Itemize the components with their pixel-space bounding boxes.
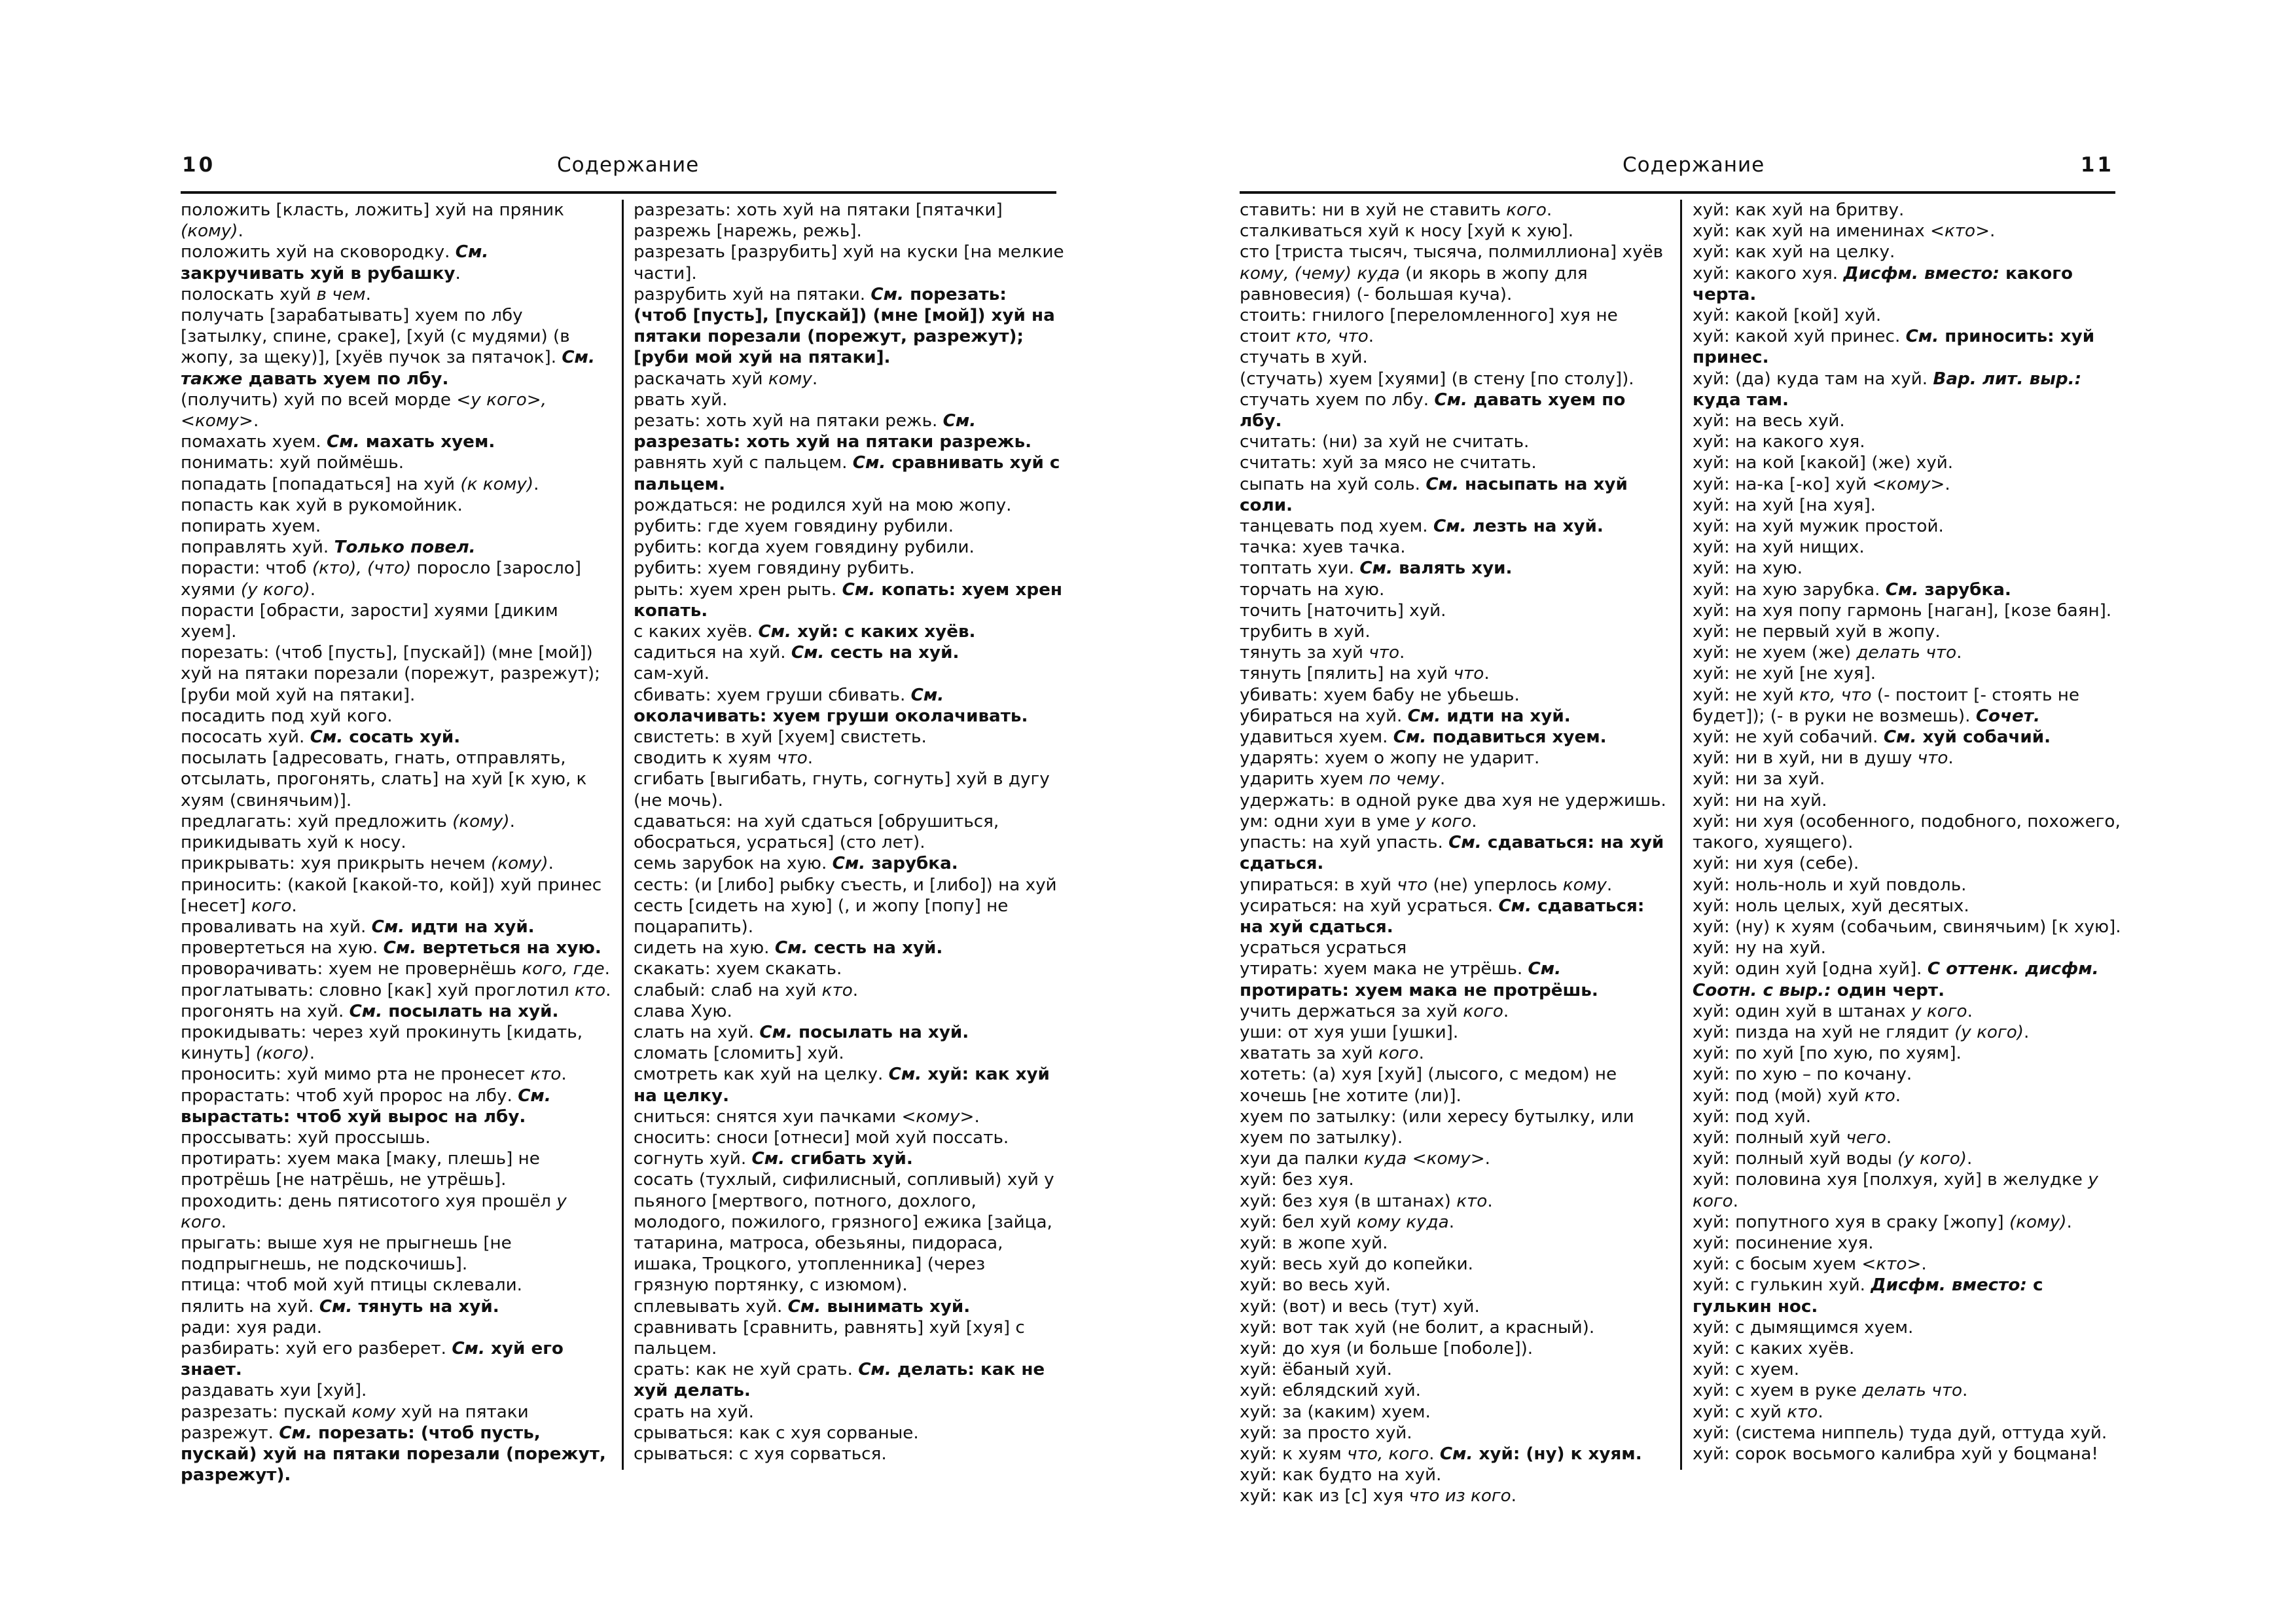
running-title: Содержание [1623, 153, 1765, 177]
dictionary-entry: сосать (тухлый, сифилисный, сопливый) хуй у пьяного [мертвого, потного, дохлого, молодого, пожилого, грязного] ежика [зайца, татарина, матроса, обезьяны, пидораса, ишака, Троцкого, утопленника] (через грязную портянку, с изюмом). [634, 1170, 1054, 1296]
dictionary-entry: слава Хую. [634, 1001, 732, 1021]
dictionary-entry: прорастать: чтоб хуй пророс на лбу. См. вырастать: чтоб хуй вырос на лбу. [181, 1085, 551, 1127]
dictionary-entry: тянуть за хуй что. [1240, 643, 1405, 663]
dictionary-entry: хуй: не хуй [не хуя]. [1693, 664, 1876, 684]
dictionary-entry: сам-хуй. [634, 664, 709, 684]
dictionary-entry: помахать хуем. См. махать хуем. [181, 432, 495, 452]
dictionary-entry: сыпать на хуй соль. См. насыпать на хуй соли. [1240, 474, 1628, 515]
dictionary-entry: проходить: день пятисотого хуя прошёл у кого. [181, 1191, 567, 1232]
dictionary-entry: учить держаться за хуй кого. [1240, 1001, 1509, 1021]
entries-column [181, 200, 613, 1486]
dictionary-entry: ударить хуем по чему. [1240, 769, 1446, 790]
dictionary-entry: торчать на хую. [1240, 579, 1385, 600]
dictionary-entry: хуй: на хую зарубка. См. зарубка. [1693, 579, 2011, 600]
dictionary-entry: хуй: на хую. [1693, 558, 1803, 579]
dictionary-entry: хуй: ни хуя (себе). [1693, 854, 1859, 874]
dictionary-entry: сносить: сноси [отнеси] мой хуй поссать. [634, 1127, 1009, 1148]
dictionary-entry: разрубить хуй на пятаки. См. порезать: (чтоб [пусть], [пускай]) (мне [мой]) хуй на пятаки порезали (порежут, разрежут); [руби мой хуй на пятаки]. [634, 284, 1055, 368]
dictionary-entry: хуй: какой хуй принес. См. приносить: хуй принес. [1693, 327, 2095, 368]
dictionary-entry: хуй: (да) куда там на хуй. Вар. лит. выр.: куда там. [1693, 369, 2082, 410]
dictionary-entry: прокидывать: через хуй прокинуть [кидать, кинуть] (кого). [181, 1022, 583, 1064]
dictionary-entry: танцевать под хуем. См. лезть на хуй. [1240, 517, 1604, 537]
dictionary-entry: хуй: за просто хуй. [1240, 1423, 1412, 1443]
dictionary-entry: удержать: в одной руке два хуя не удержишь. [1240, 790, 1666, 811]
dictionary-entry: хуй: (ну) к хуям (собачьим, свинячьим) [к хую]. [1693, 917, 2121, 937]
dictionary-entry: ради: хуя ради. [181, 1317, 323, 1338]
dictionary-entry: хуй: полный хуй воды (у кого). [1693, 1149, 1973, 1169]
dictionary-entry: срать: как не хуй срать. См. делать: как не хуй делать. [634, 1360, 1045, 1401]
dictionary-entry: убивать: хуем бабу не убьешь. [1240, 685, 1520, 705]
dictionary-entry: усираться: на хуй усраться. См. сдаваться: на хуй сдаться. [1240, 896, 1645, 937]
dictionary-entry: порасти [обрасти, зарости] хуями [диким хуем]. [181, 600, 558, 642]
dictionary-entry: разрезать [разрубить] хуй на куски [на мелкие части]. [634, 242, 1064, 283]
page-number: 10 [182, 153, 216, 177]
dictionary-entry: хуй: до хуя (и больше [поболе]). [1240, 1338, 1534, 1359]
dictionary-entry: хуй: попутного хуя в сраку [жопу] (кому). [1693, 1212, 2072, 1232]
dictionary-entry: смотреть как хуй на целку. См. хуй: как хуй на целку. [634, 1065, 1050, 1106]
dictionary-entry: хуй: ни хуя (особенного, подобного, похожего, такого, хуящего). [1693, 811, 2121, 853]
dictionary-entry: хуй: ёбаный хуй. [1240, 1360, 1392, 1380]
dictionary-entry: хотеть: (а) хуя [хуй] (лысого, с медом) не хочешь [не хотите (ли)]. [1240, 1065, 1617, 1106]
dictionary-entry: хуй: в жопе хуй. [1240, 1233, 1388, 1253]
dictionary-entry: поправлять хуй. Только повел. [181, 538, 476, 558]
dictionary-entry: хуй: к хуям что, кого. См. хуй: (ну) к хуям. [1240, 1444, 1642, 1464]
dictionary-entry: попирать хуем. [181, 517, 321, 537]
dictionary-entry: полоскать хуй в чем. [181, 284, 371, 304]
dictionary-entry: срываться: как с хуя сорваные. [634, 1423, 919, 1443]
dictionary-entry: слабый: слаб на хуй кто. [634, 980, 859, 1000]
dictionary-entry: хуй: на какого хуя. [1693, 432, 1865, 452]
dictionary-entry: хуй: по хую – по кочану. [1693, 1065, 1912, 1085]
dictionary-entry: (стучать) хуем [хуями] (в стену [по столу]). [1240, 369, 1634, 389]
dictionary-entry: стоить: гнилого [переломленного] хуя не стоит кто, что. [1240, 306, 1618, 347]
dictionary-entry: птица: чтоб мой хуй птицы склевали. [181, 1275, 522, 1296]
dictionary-entry: сплевывать хуй. См. вынимать хуй. [634, 1296, 971, 1317]
dictionary-entry: хуй: как будто на хуй. [1240, 1465, 1442, 1486]
dictionary-entry: сталкиваться хуй к носу [хуй к хую]. [1240, 221, 1574, 242]
dictionary-entry: разрезать: хоть хуй на пятаки [пятачки] разрежь [нарежь, режь]. [634, 200, 1003, 242]
dictionary-entry: хуй: как хуй на целку. [1693, 242, 1895, 263]
dictionary-entry: усраться усраться [1240, 938, 1407, 958]
dictionary-entry: топтать хуи. См. валять хуи. [1240, 558, 1513, 579]
dictionary-entry: хуй: с дымящимся хуем. [1693, 1317, 1914, 1338]
dictionary-entry: точить [наточить] хуй. [1240, 600, 1446, 621]
dictionary-entry: хуй: пизда на хуй не глядит (у кого). [1693, 1022, 2030, 1042]
dictionary-entry: разрезать: пускай кому хуй на пятаки разрежут. См. порезать: (чтоб пусть, пускай) хуй на пятаки порезали (порежут, разрежут). [181, 1402, 606, 1486]
dictionary-entry: убираться на хуй. См. идти на хуй. [1240, 706, 1571, 726]
dictionary-entry: хуй: как из [с] хуя что из кого. [1240, 1486, 1516, 1506]
right-page [1148, 0, 2296, 1623]
dictionary-entry: проворачивать: хуем не провернёшь кого, где. [181, 959, 610, 979]
dictionary-entry: хуй: (вот) и весь (тут) хуй. [1240, 1296, 1480, 1317]
dictionary-entry: рождаться: не родился хуй на мою жопу. [634, 495, 1012, 515]
dictionary-entry: свистеть: в хуй [хуем] свистеть. [634, 727, 927, 748]
dictionary-entry: хуй: по хуй [по хую, по хуям]. [1693, 1044, 1962, 1064]
dictionary-entry: тянуть [пялить] на хуй что. [1240, 664, 1490, 684]
dictionary-entry: сбивать: хуем груши сбивать. См. околачивать: хуем груши околачивать. [634, 685, 1028, 726]
dictionary-entry: проносить: хуй мимо рта не пронесет кто. [181, 1065, 567, 1085]
dictionary-entry: сдаваться: на хуй сдаться [обрушиться, обосраться, усраться] (сто лет). [634, 811, 999, 853]
dictionary-entry: сгибать [выгибать, гнуть, согнуть] хуй в дугу (не мочь). [634, 769, 1050, 811]
dictionary-entry: хуй: вот так хуй (не болит, а красный). [1240, 1317, 1595, 1338]
dictionary-entry: хуй: с каких хуёв. [1693, 1338, 1855, 1359]
dictionary-entry: пялить на хуй. См. тянуть на хуй. [181, 1296, 499, 1317]
dictionary-entry: считать: (ни) за хуй не считать. [1240, 432, 1530, 452]
dictionary-entry: равнять хуй с пальцем. См. сравнивать хуй с пальцем. [634, 453, 1060, 494]
dictionary-entry: хуй: какой [кой] хуй. [1693, 306, 1882, 326]
dictionary-entry: хуй: какого хуя. Дисфм. вместо: какого черта. [1693, 263, 2073, 304]
dictionary-entry: слать на хуй. См. посылать на хуй. [634, 1022, 969, 1042]
dictionary-entry: хуй: под хуй. [1693, 1106, 1812, 1127]
entries-column [634, 200, 1066, 1465]
dictionary-entry: хуй: ноль целых, хуй десятых. [1693, 896, 1969, 916]
dictionary-entry: хуй: как хуй на именинах <кто>. [1693, 221, 1996, 242]
page-header [1240, 152, 2115, 194]
running-title: Содержание [557, 153, 700, 177]
dictionary-entry: хуй: полный хуй чего. [1693, 1127, 1892, 1148]
dictionary-entry: срать на хуй. [634, 1402, 754, 1422]
dictionary-entry: прикидывать хуй к носу. [181, 833, 406, 853]
dictionary-entry: хуй: не первый хуй в жопу. [1693, 622, 1941, 642]
entries-column [1240, 200, 1672, 1507]
column-divider [1680, 200, 1682, 1470]
dictionary-entry: хуй: (система ниппель) туда дуй, оттуда хуй. [1693, 1423, 2108, 1443]
dictionary-entry: проглатывать: словно [как] хуй проглотил кто. [181, 980, 611, 1000]
dictionary-entry: проваливать на хуй. См. идти на хуй. [181, 917, 535, 937]
dictionary-entry: проссывать: хуй проссышь. [181, 1127, 431, 1148]
dictionary-entry: с каких хуёв. См. хуй: с каких хуёв. [634, 622, 976, 642]
dictionary-entry: хуй: без хуя. [1240, 1170, 1354, 1190]
dictionary-entry: порасти: чтоб (кто), (что) поросло [заросло] хуями (у кого). [181, 558, 582, 600]
dictionary-entry: срываться: с хуя сорваться. [634, 1444, 887, 1464]
dictionary-entry: уши: от хуя уши [ушки]. [1240, 1022, 1459, 1042]
dictionary-entry: хуй: на хуй [на хуя]. [1693, 495, 1876, 515]
dictionary-entry: хуй: во весь хуй. [1240, 1275, 1391, 1296]
dictionary-entry: прогонять на хуй. См. посылать на хуй. [181, 1001, 559, 1021]
dictionary-entry: хуй: на-ка [-ко] хуй <кому>. [1693, 474, 1950, 494]
dictionary-entry: хуй: на хуй мужик простой. [1693, 517, 1944, 537]
dictionary-entry: хуй: ноль-ноль и хуй повдоль. [1693, 875, 1967, 895]
page-number: 11 [2080, 153, 2114, 177]
dictionary-entry: предлагать: хуй предложить (кому). [181, 811, 515, 831]
dictionary-entry: сто [триста тысяч, тысяча, полмиллиона] хуёв кому, (чему) куда (и якорь в жопу для равновесия) (- большая куча). [1240, 242, 1664, 304]
dictionary-entry: хуй: на весь хуй. [1693, 411, 1845, 431]
dictionary-entry: считать: хуй за мясо не считать. [1240, 453, 1537, 473]
dictionary-entry: хуй: один хуй в штанах у кого. [1693, 1001, 1973, 1021]
dictionary-entry: раздавать хуи [хуй]. [181, 1381, 367, 1401]
dictionary-entry: хуи да палки куда <кому>. [1240, 1149, 1490, 1169]
dictionary-entry: хуй: весь хуй до копейки. [1240, 1254, 1473, 1275]
dictionary-entry: упираться: в хуй что (не) уперлось кому. [1240, 875, 1613, 895]
dictionary-entry: провертеться на хую. См. вертеться на хую. [181, 938, 601, 958]
dictionary-entry: хуй: еблядский хуй. [1240, 1381, 1421, 1401]
dictionary-entry: хуй: ну на хуй. [1693, 938, 1826, 958]
dictionary-entry: хуй: ни на хуй. [1693, 790, 1827, 811]
dictionary-entry: посадить под хуй кого. [181, 706, 393, 726]
dictionary-entry: хуй: сорок восьмого калибра хуй у боцмана! [1693, 1444, 2098, 1464]
dictionary-entry: стучать хуем по лбу. См. давать хуем по лбу. [1240, 390, 1626, 431]
dictionary-entry: хуй: на хуй нищих. [1693, 538, 1865, 558]
dictionary-entry: садиться на хуй. См. сесть на хуй. [634, 643, 960, 663]
dictionary-entry: рубить: хуем говядину рубить. [634, 558, 915, 579]
dictionary-entry: скакать: хуем скакать. [634, 959, 842, 979]
dictionary-entry: положить хуй на сковородку. См. закручивать хуй в рубашку. [181, 242, 489, 283]
dictionary-entry: хуй: за (каким) хуем. [1240, 1402, 1431, 1422]
dictionary-entry: трубить в хуй. [1240, 622, 1371, 642]
dictionary-entry: тачка: хуев тачка. [1240, 538, 1406, 558]
page-header [181, 152, 1056, 194]
dictionary-entry: ударять: хуем о жопу не ударит. [1240, 748, 1540, 769]
dictionary-entry: сравнивать [сравнить, равнять] хуй [хуя] с пальцем. [634, 1317, 1025, 1359]
dictionary-entry: стучать в хуй. [1240, 348, 1368, 368]
dictionary-entry: сесть: (и [либо] рыбку съесть, и [либо]) на хуй сесть [сидеть на хую] (, и жопу [попу] не поцарапить). [634, 875, 1057, 937]
dictionary-entry: утирать: хуем мака не утрёшь. См. протирать: хуем мака не протрёшь. [1240, 959, 1598, 1000]
dictionary-entry: удавиться хуем. См. подавиться хуем. [1240, 727, 1607, 748]
dictionary-entry: понимать: хуй поймёшь. [181, 453, 404, 473]
dictionary-entry: семь зарубок на хую. См. зарубка. [634, 854, 958, 874]
dictionary-entry: хватать за хуй кого. [1240, 1044, 1424, 1064]
dictionary-entry: хуй: без хуя (в штанах) кто. [1240, 1191, 1493, 1211]
dictionary-entry: ставить: ни в хуй не ставить кого. [1240, 200, 1552, 220]
dictionary-entry: резать: хоть хуй на пятаки режь. См. разрезать: хоть хуй на пятаки разрежь. [634, 411, 1032, 452]
dictionary-entry: пососать хуй. См. сосать хуй. [181, 727, 461, 748]
dictionary-entry: хуй: ни за хуй. [1693, 769, 1825, 790]
dictionary-entry: сломать [сломить] хуй. [634, 1044, 844, 1064]
dictionary-entry: рубить: когда хуем говядину рубили. [634, 538, 975, 558]
dictionary-entry: хуй: на кой [какой] (же) хуй. [1693, 453, 1954, 473]
dictionary-entry: хуй: посинение хуя. [1693, 1233, 1874, 1253]
dictionary-entry: порезать: (чтоб [пусть], [пускай]) (мне [мой]) хуй на пятаки порезали (порежут, разрежут); [руби мой хуй на пятаки]. [181, 643, 600, 705]
dictionary-entry: попасть как хуй в рукомойник. [181, 495, 463, 515]
dictionary-entry: хуй: на хуя попу гармонь [наган], [козе баян]. [1693, 600, 2112, 621]
dictionary-entry: рубить: где хуем говядину рубили. [634, 517, 954, 537]
dictionary-entry: хуй: ни в хуй, ни в душу что. [1693, 748, 1954, 769]
dictionary-entry: упасть: на хуй упасть. См. сдаваться: на хуй сдаться. [1240, 833, 1664, 874]
entries-column [1693, 200, 2125, 1465]
dictionary-entry: попадать [попадаться] на хуй (к кому). [181, 474, 539, 494]
dictionary-entry: прикрывать: хуя прикрыть нечем (кому). [181, 854, 554, 874]
dictionary-entry: посылать [адресовать, гнать, отправлять, отсылать, прогонять, слать] на хуй [к хую, к хуям (свинячьим)]. [181, 748, 587, 811]
dictionary-entry: хуй: не хуй собачий. См. хуй собачий. [1693, 727, 2051, 748]
dictionary-entry: рвать хуй. [634, 390, 728, 410]
dictionary-entry: хуй: с хуй кто. [1693, 1402, 1823, 1422]
dictionary-entry: хуй: один хуй [одна хуй]. С оттенк. дисфм. Соотн. с выр.: один черт. [1693, 959, 2099, 1000]
dictionary-entry: хуй: не хуй кто, что (- постоит [- стоять не будет]); (- в руки не возмешь). Сочет. [1693, 685, 2079, 726]
dictionary-entry: хуем по затылку: (или хересу бутылку, или хуем по затылку). [1240, 1106, 1634, 1148]
dictionary-entry: раскачать хуй кому. [634, 369, 818, 389]
dictionary-entry: (получить) хуй по всей морде <у кого>, <кому>. [181, 390, 547, 431]
dictionary-entry: согнуть хуй. См. сгибать хуй. [634, 1149, 913, 1169]
dictionary-entry: хуй: как хуй на бритву. [1693, 200, 1905, 220]
dictionary-entry: сниться: снятся хуи пачками <кому>. [634, 1106, 980, 1127]
dictionary-entry: рыть: хуем хрен рыть. См. копать: хуем хрен копать. [634, 579, 1062, 621]
dictionary-entry: хуй: половина хуя [полхуя, хуй] в желудке у кого. [1693, 1170, 2098, 1211]
dictionary-entry: хуй: не хуем (же) делать что. [1693, 643, 1962, 663]
dictionary-entry: хуй: с хуем. [1693, 1360, 1800, 1380]
dictionary-entry: положить [класть, ложить] хуй на пряник (кому). [181, 200, 564, 242]
dictionary-entry: ум: одни хуи в уме у кого. [1240, 811, 1477, 831]
dictionary-entry: хуй: под (мой) хуй кто. [1693, 1085, 1901, 1106]
dictionary-entry: хуй: бел хуй кому куда. [1240, 1212, 1455, 1232]
dictionary-entry: сводить к хуям что. [634, 748, 814, 769]
dictionary-entry: хуй: с гулькин хуй. Дисфм. вместо: с гулькин нос. [1693, 1275, 2043, 1317]
dictionary-entry: получать [зарабатывать] хуем по лбу [затылку, спине, сраке], [хуй (с мудями) (в жопу, за щеку)], [хуёв пучок за пятачок]. См. также давать хуем по лбу. [181, 306, 595, 389]
dictionary-entry: сидеть на хую. См. сесть на хуй. [634, 938, 943, 958]
dictionary-entry: разбирать: хуй его разберет. См. хуй его знает. [181, 1338, 564, 1380]
dictionary-entry: протирать: хуем мака [маку, плешь] не протрёшь [не натрёшь, не утрёшь]. [181, 1149, 540, 1190]
dictionary-entry: хуй: с босым хуем <кто>. [1693, 1254, 1927, 1275]
dictionary-entry: хуй: с хуем в руке делать что. [1693, 1381, 1968, 1401]
dictionary-entry: приносить: (какой [какой-то, кой]) хуй принес [несет] кого. [181, 875, 602, 916]
dictionary-entry: прыгать: выше хуя не прыгнешь [не подпрыгнешь, не подскочишь]. [181, 1233, 512, 1275]
column-divider [622, 200, 624, 1470]
